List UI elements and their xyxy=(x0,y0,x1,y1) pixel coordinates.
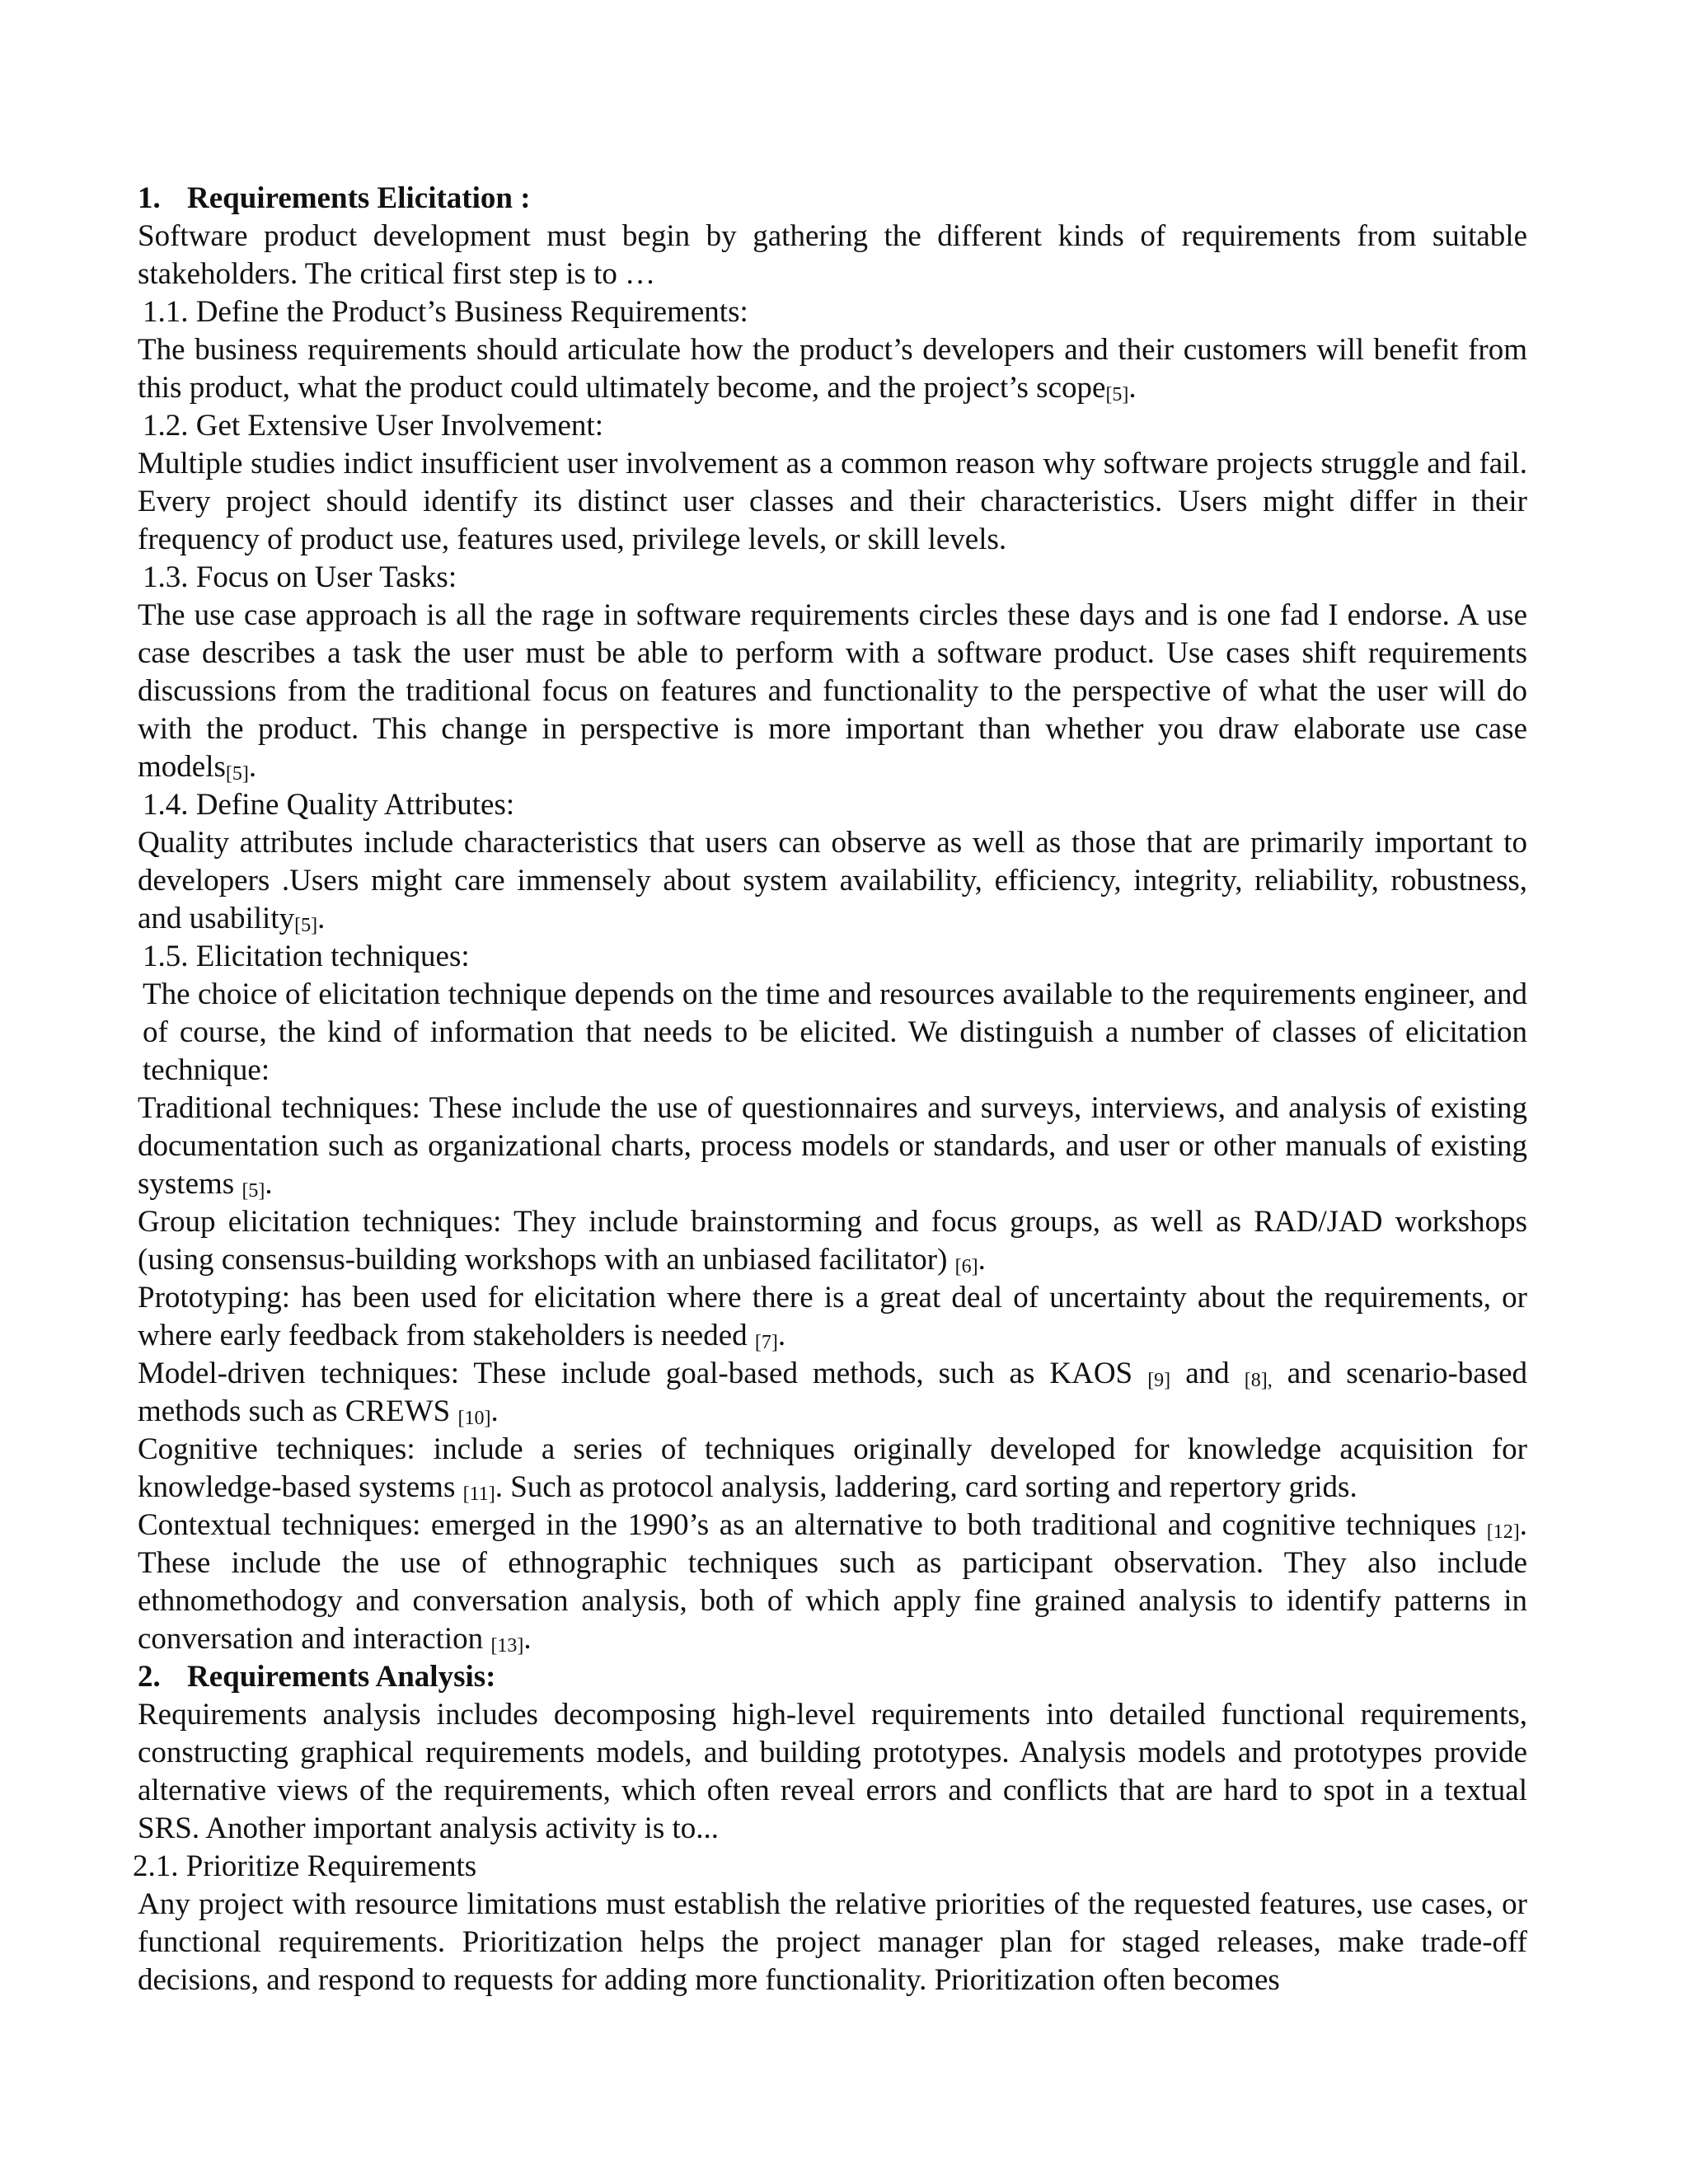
section-1-intro: Software product development must begin by gathering the different kinds of requirements from suitable stakeholders. The critical first step is to … xyxy=(138,219,1527,291)
document-page xyxy=(133,180,1528,1999)
subsection-1-2-heading: 1.2. Get Extensive User Involvement: xyxy=(143,409,603,443)
section-title: Requirements Elicitation : xyxy=(187,181,531,215)
subsection-2-1-heading: 2.1. Prioritize Requirements xyxy=(133,1849,477,1883)
section-number: 2. xyxy=(138,1660,161,1694)
section-title: Requirements Analysis: xyxy=(187,1660,496,1694)
citation: [12] xyxy=(1486,1521,1520,1543)
section-2-heading xyxy=(138,1658,1527,1696)
model-driven-techniques: Model-driven techniques: These include goal-based methods, such as KAOS [9] and [8], and scenario-based methods such as CREWS [10]. xyxy=(138,1357,1528,1429)
subsection-1-4-body: Quality attributes include characteristics that users can observe as well as those that are primarily important to developers .Users might care immensely about system availability, efficiency, integrity, reliability, robustness, and usability[5]. xyxy=(138,826,1527,936)
cognitive-techniques: Cognitive techniques: include a series of techniques originally developed for knowledge acquisition for knowledge-based systems [11]. Such as protocol analysis, laddering, card sorting and repertory grids. xyxy=(138,1432,1527,1505)
prototyping: Prototyping: has been used for elicitation where there is a great deal of uncertainty about the requirements, or where early feedback from stakeholders is needed [7]. xyxy=(138,1281,1527,1353)
section-number: 1. xyxy=(138,181,161,215)
traditional-techniques: Traditional techniques: These include the use of questionnaires and surveys, interviews, and analysis of existing documentation such as organizational charts, process models or standards, and user or other manuals of existing systems [5]. xyxy=(138,1091,1527,1202)
subsection-1-3-heading: 1.3. Focus on User Tasks: xyxy=(143,560,457,594)
subsection-2-1-body: Any project with resource limitations must establish the relative priorities of the requested features, use cases, or functional requirements. Prioritization helps the project manager plan for staged releases, make trade-off decisions, and respond to requests for adding more functionality. Prioritization often becomes xyxy=(138,1887,1527,1997)
citation: [10] xyxy=(457,1408,491,1429)
citation: [5] xyxy=(225,763,249,785)
citation: [13] xyxy=(490,1635,524,1657)
citation: [5] xyxy=(294,915,318,936)
citation: [9] xyxy=(1147,1370,1171,1391)
subsection-1-2-body: Multiple studies indict insufficient user involvement as a common reason why software projects struggle and fail. Every project should identify its distinct user classes and their characteristics. Users might differ in their frequency of product use, features used, privilege levels, or skill levels. xyxy=(138,447,1527,556)
contextual-techniques: Contextual techniques: emerged in the 1990’s as an alternative to both traditional and cognitive techniques [12]. These include the use of ethnographic techniques such as participant observation. They also include ethnomethodogy and conversation analysis, both of which apply fine grained analysis to identify patterns in conversation and interaction [13]. xyxy=(138,1508,1528,1657)
citation: [7] xyxy=(754,1332,778,1353)
citation: [8], xyxy=(1244,1370,1273,1391)
subsection-1-5-body: The choice of elicitation technique depends on the time and resources available to the requirements engineer, and of course, the kind of information that needs to be elicited. We distinguish a number of classes of elicitation technique: xyxy=(143,977,1527,1087)
citation: [5] xyxy=(241,1180,265,1202)
subsection-1-3-body: The use case approach is all the rage in software requirements circles these days and is one fad I endorse. A use case describes a task the user must be able to perform with a software product. Use cases shift requirements discussions from the traditional focus on features and functionality to the perspective of what the user will do with the product. This change in perspective is more important than whether you draw elaborate use case models[5]. xyxy=(138,598,1527,785)
group-elicitation-techniques: Group elicitation techniques: They include brainstorming and focus groups, as well as RAD/JAD workshops (using consensus-building workshops with an unbiased facilitator) [6]. xyxy=(138,1205,1527,1277)
citation: [5] xyxy=(1105,384,1129,405)
subsection-1-1-heading: 1.1. Define the Product’s Business Requirements: xyxy=(143,295,748,329)
subsection-1-4-heading: 1.4. Define Quality Attributes: xyxy=(143,788,515,822)
section-2-intro: Requirements analysis includes decomposing high-level requirements into detailed functional requirements, constructing graphical requirements models, and building prototypes. Analysis models and prototypes provide alternative views of the requirements, which often reveal errors and conflicts that are hard to spot in a textual SRS. Another important analysis activity is to... xyxy=(138,1698,1527,1845)
section-1-heading xyxy=(138,180,1527,218)
subsection-1-5-heading: 1.5. Elicitation techniques: xyxy=(143,940,470,973)
citation: [6] xyxy=(954,1256,978,1277)
subsection-1-1-body: The business requirements should articulate how the product’s developers and their customers will benefit from this product, what the product could ultimately become, and the project’s scope[5]. xyxy=(138,333,1527,405)
citation: [11] xyxy=(462,1483,495,1505)
